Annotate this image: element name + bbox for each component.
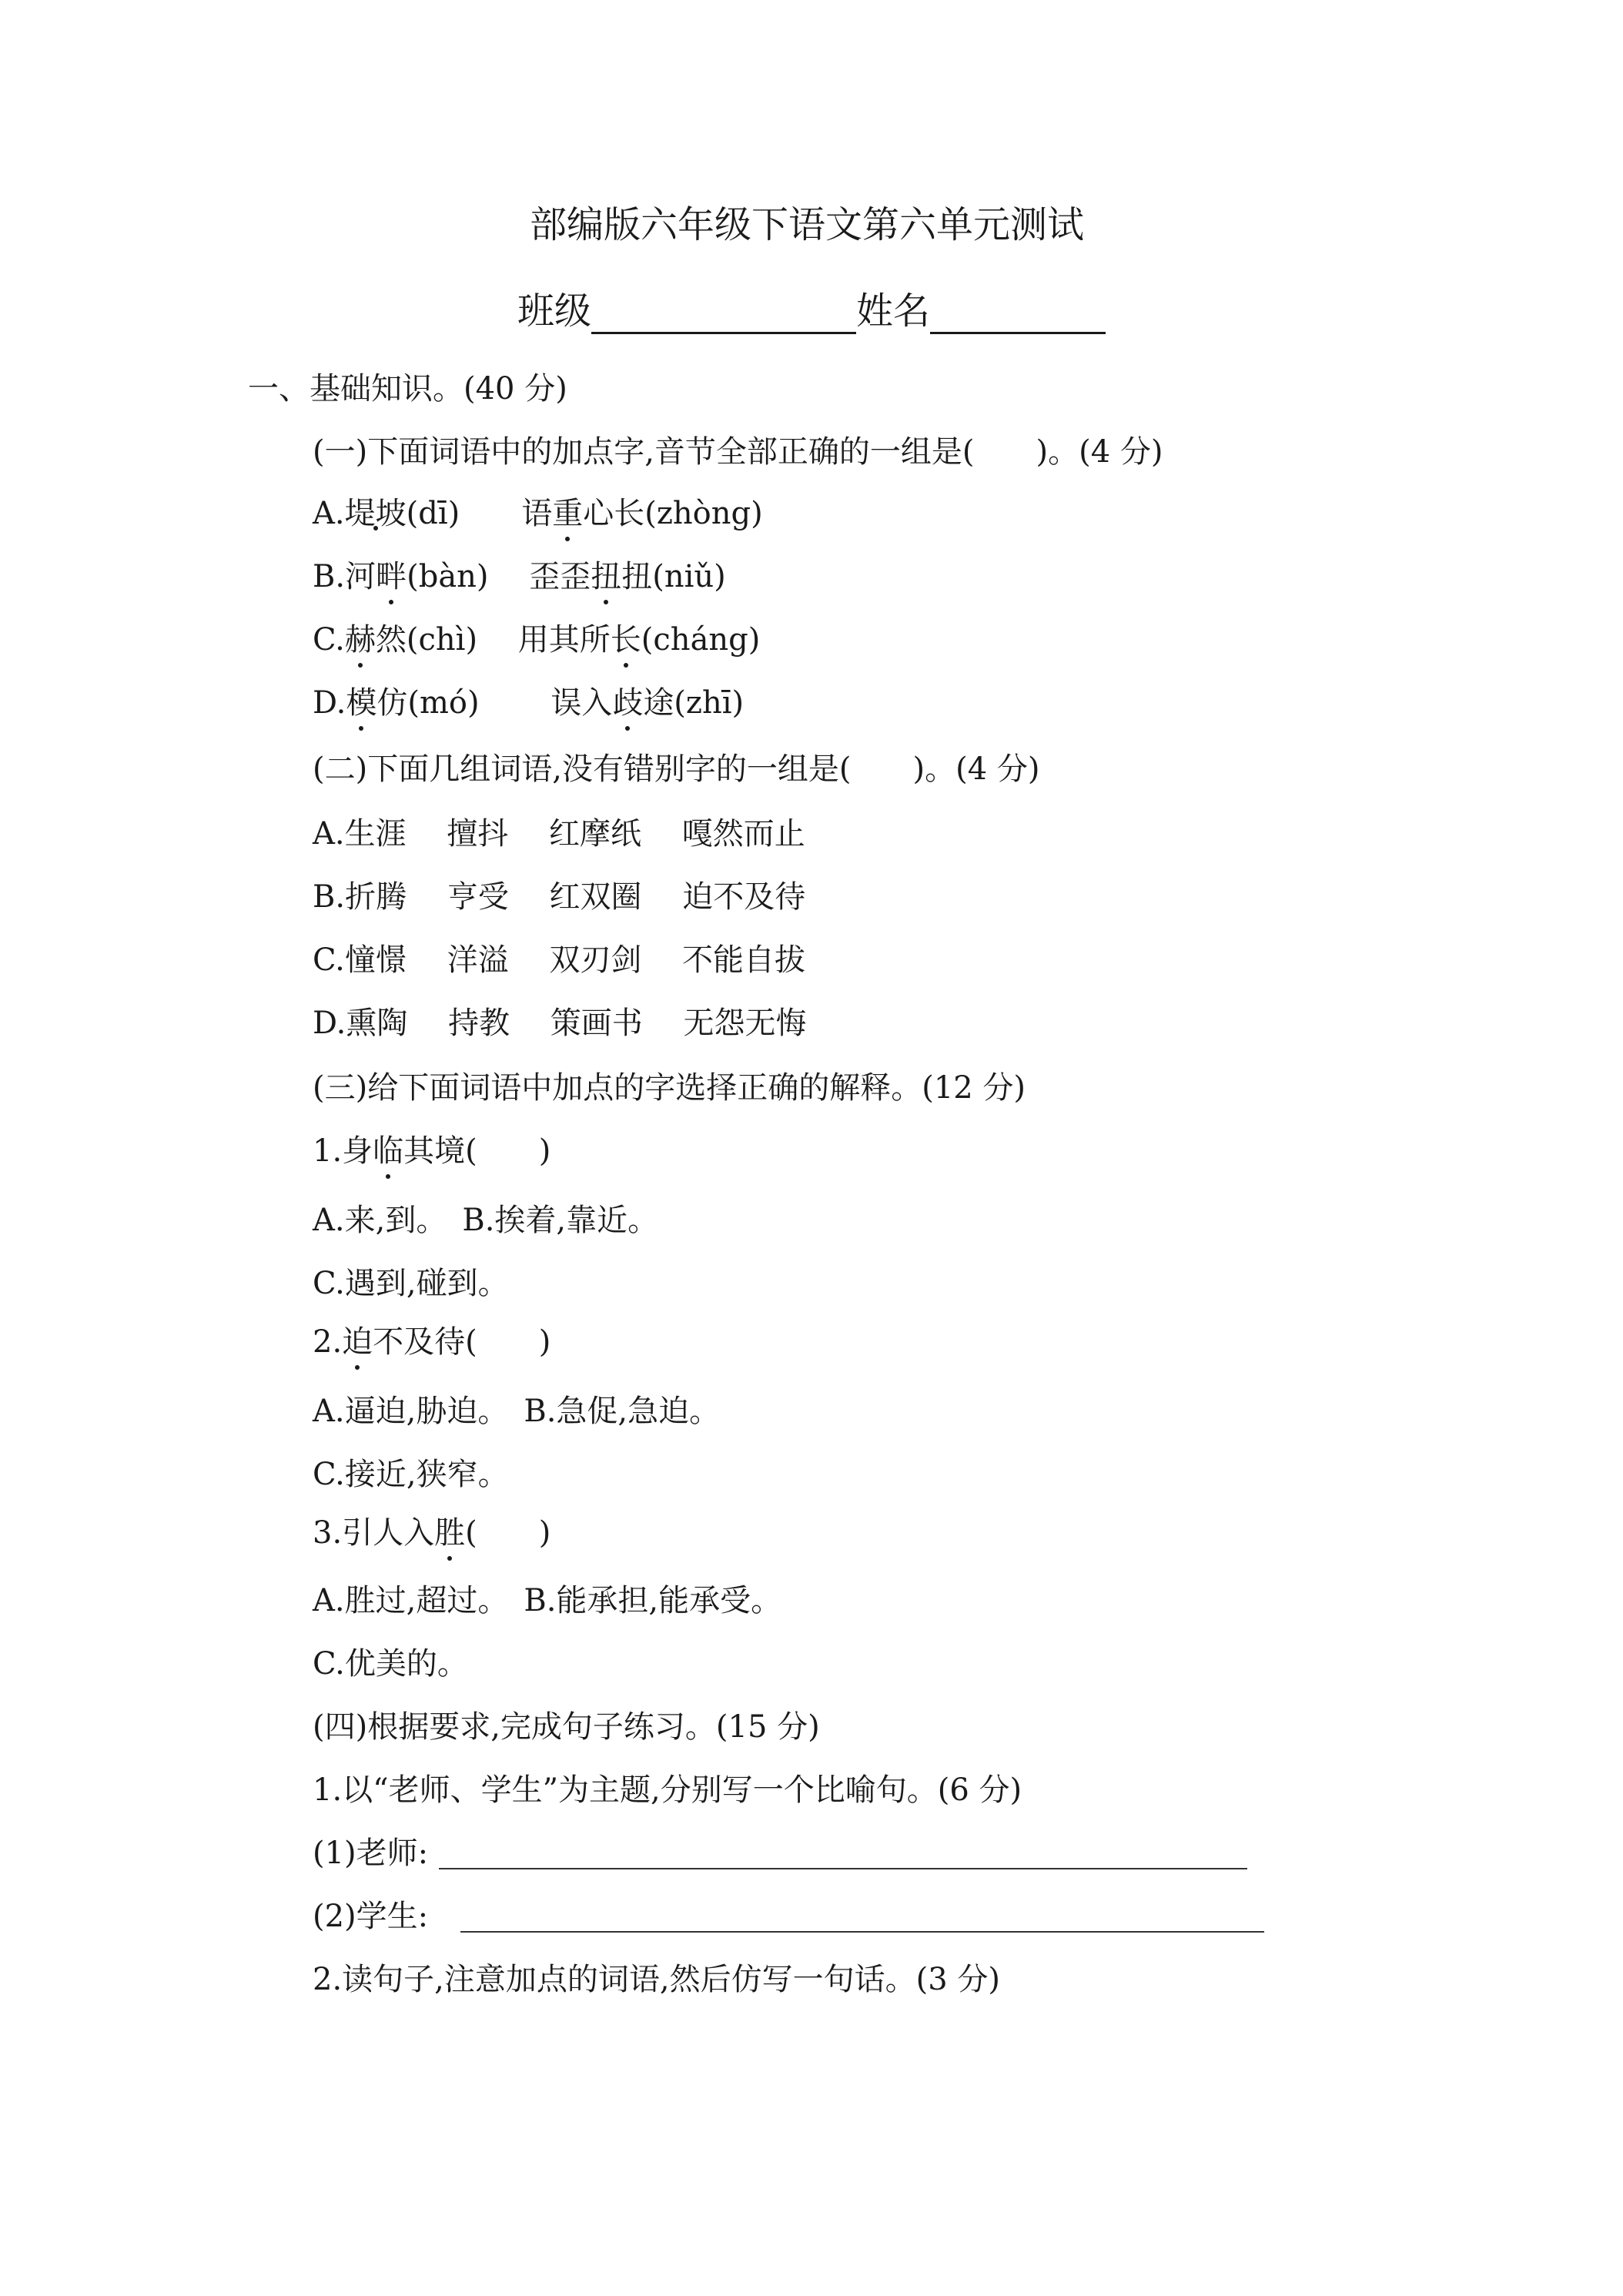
teacher-answer-line[interactable] (439, 1868, 1247, 1869)
question-stem: (三)给下面词语中加点的字选择正确的解释。(12 分) (313, 1070, 1026, 1106)
option-b: B.河畔(bàn) 歪歪扭扭(niǔ) (313, 556, 726, 597)
question-stem: (一)下面词语中的加点字,音节全部正确的一组是( )。(4 分) (313, 434, 1163, 470)
question-stem: (四)根据要求,完成句子练习。(15 分) (313, 1709, 820, 1745)
answer-option: C.优美的。 (313, 1646, 468, 1682)
sub-question: 2.读句子,注意加点的词语,然后仿写一句话。(3 分) (313, 1962, 1000, 1997)
answer-option: C.接近,狭窄。 (313, 1457, 509, 1492)
option-d: D.熏陶 持教 策画书 无怨无悔 (313, 1006, 807, 1041)
option-b: B.折腾 亨受 红双圈 迫不及待 (313, 879, 806, 915)
student-label: (2)学生: (313, 1899, 429, 1934)
question-stem: (二)下面几组词语,没有错别字的一组是( )。(4 分) (313, 751, 1040, 787)
sub-question: 1.身临其境( ) (313, 1130, 550, 1172)
option-c: C.赫然(chì) 用其所长(cháng) (313, 619, 760, 661)
page-title: 部编版六年级下语文第六单元测试 (530, 203, 1085, 246)
sub-question: 3.引人入胜( ) (313, 1512, 550, 1554)
student-answer-line[interactable] (460, 1931, 1264, 1933)
class-name-bar (517, 288, 1106, 334)
section-heading: 一、基础知识。(40 分) (248, 371, 567, 407)
name-label: 姓名 (856, 290, 931, 333)
option-d: D.模仿(mó) 误入歧途(zhī) (313, 682, 744, 724)
name-input-line[interactable] (930, 293, 1106, 334)
answer-options: A.来,到。 B.挨着,靠近。 (313, 1203, 659, 1238)
answer-option: C.遇到,碰到。 (313, 1266, 509, 1301)
answer-options: A.胜过,超过。 B.能承担,能承受。 (313, 1583, 782, 1618)
sub-question: 2.迫不及待( ) (313, 1321, 550, 1363)
answer-options: A.逼迫,胁迫。 B.急促,急迫。 (313, 1394, 721, 1429)
class-label: 班级 (517, 290, 592, 333)
sub-question: 1.以“老师、学生”为主题,分别写一个比喻句。(6 分) (313, 1772, 1022, 1808)
teacher-label: (1)老师: (313, 1836, 429, 1871)
option-a: A.生涯 擅抖 红摩纸 嘎然而止 (313, 816, 805, 852)
option-c: C.憧憬 洋溢 双刃剑 不能自拔 (313, 942, 806, 978)
class-input-line[interactable] (591, 293, 856, 334)
option-a: A.堤坡(dī) 语重心长(zhòng) (313, 493, 763, 534)
